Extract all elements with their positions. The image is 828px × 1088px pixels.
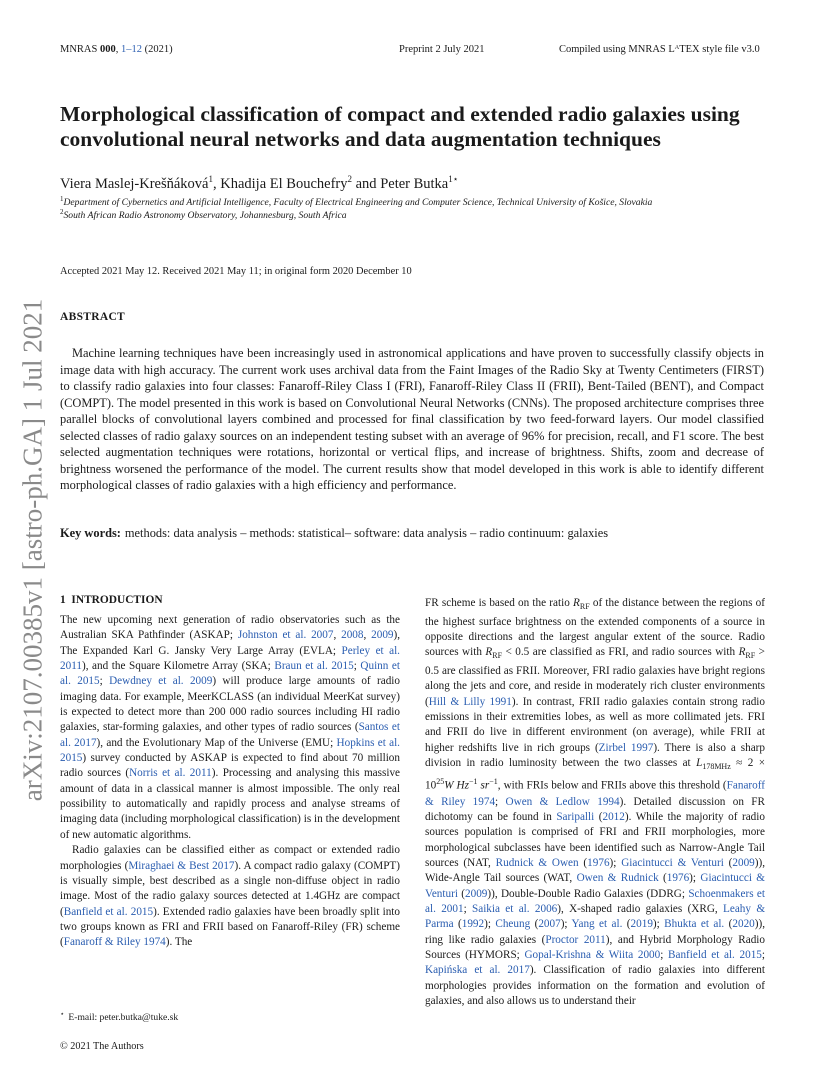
body-text: , [363, 629, 372, 642]
author-separator: , [213, 175, 221, 192]
body-text: ). In contrast, FRII radio galaxies contain strong radio emissions in their extremities lobes, as well as more collimated jets. FRI and FRII do live in different environment (on average), while FRII at higher redshifts live in rich groups ( [425, 695, 765, 754]
body-text: ( [578, 856, 588, 869]
body-text: ); [560, 918, 572, 931]
math-symbol: 25 [436, 777, 445, 787]
keywords [60, 526, 764, 541]
affiliation-text: South African Radio Astronomy Observatory, Johannesburg, South Africa [63, 210, 347, 222]
body-text: ). While the majority of radio sources population is comprised of FRI and FRII morphologies, more morphological subclasses have been identified such as Narrow-Angle Tail sources (NAT, [425, 810, 765, 869]
body-text: The new upcoming next generation of radio observatories such as the Australian SKA Pathfinder (ASKAP; [60, 614, 400, 642]
body-text: ( [622, 918, 631, 931]
citation-link[interactable]: Bhukta et al. [664, 918, 725, 931]
citation-link[interactable]: Owen & Rudnick [576, 872, 659, 885]
journal-year: (2021) [144, 44, 173, 55]
copyright-notice: © 2021 The Authors [60, 1041, 144, 1052]
body-text: )), ring like radio galaxies ( [425, 918, 765, 946]
author-name: Viera Maslej-Krešňáková [60, 175, 209, 192]
author-list [60, 174, 458, 193]
section-title: INTRODUCTION [71, 594, 163, 606]
citation-link[interactable]: Norris et al. 2011 [129, 767, 212, 780]
body-text: ; [353, 660, 361, 673]
citation-link[interactable]: Proctor 2011 [545, 933, 606, 946]
affiliation-number: 1 [60, 195, 64, 203]
body-text: )), Double-Double Radio Galaxies (DDRG; [487, 887, 689, 900]
citation-link[interactable]: Zirbel 1997 [598, 741, 654, 754]
citation-link[interactable]: 2019 [630, 918, 653, 931]
math-symbol: R [485, 646, 493, 659]
affiliation-number: 2 [60, 208, 64, 216]
body-text: ( [453, 918, 462, 931]
math-symbol: 178MHz [702, 762, 731, 772]
right-column [425, 596, 765, 1009]
section-number: 1 [60, 594, 66, 606]
citation-link[interactable]: Johnston et al. 2007 [237, 629, 334, 642]
body-text: ). There is also a sharp division in radio luminosity between the two classes at [425, 741, 765, 769]
body-text: ); [652, 918, 665, 931]
citation-link[interactable]: 2020 [732, 918, 755, 931]
citation-link[interactable]: 2008 [341, 629, 364, 642]
body-text: Radio galaxies can be classified either as compact or extended radio morphologies ( [60, 844, 400, 872]
citation-link[interactable]: Rudnick & Owen [495, 856, 579, 869]
arxiv-stamp [2, 270, 64, 830]
citation-link[interactable]: 2009 [371, 629, 394, 642]
math-symbol: RF [745, 651, 756, 661]
citation-link[interactable]: Giacintucci & Venturi [621, 856, 724, 869]
math-symbol: L [696, 756, 703, 769]
math-symbol: sr [480, 780, 490, 793]
paper-title: Morphological classification of compact and extended radio galaxies using convolutional neural networks and data augmentation techniques [60, 102, 740, 151]
body-text: , with FRIs below and FRIIs above this threshold ( [497, 780, 727, 793]
body-text: < 0.5 are classified as FRI, and radio sources with [502, 646, 739, 659]
body-text: , [333, 629, 342, 642]
body-text: ≈ 2 × 10 [425, 756, 766, 793]
body-text: ), X-shaped radio galaxies (XRG, [557, 902, 724, 915]
citation-link[interactable]: Dewdney et al. 2009 [109, 675, 213, 688]
author-name: Khadija El Bouchefry [220, 175, 348, 192]
citation-link[interactable]: Giacintucci & Venturi [425, 872, 766, 900]
body-text: of the distance between the regions of the highest surface brightness on the extended components of a source in opposite directions and the largest angular extent of the source. Radio sources with [425, 597, 765, 659]
body-text: ) will produce large amounts of radio imaging data. For example, MeerKCLASS (an individual MeerKat survey) is expected to detect more than 200 000 radio sources including HI radio galaxies, star-forming galaxies, and other types of radio sources ( [60, 675, 401, 734]
body-text: > 0.5 are classified as FRII. Moreover, FRI radio galaxies have bright regions along the jets and core, and reside in moderately rich cluster environments ( [425, 646, 765, 708]
citation-link[interactable]: Banfield et al. 2015 [63, 905, 154, 918]
body-text: ( [457, 887, 466, 900]
affiliation-mark: 2 [347, 174, 352, 184]
body-text: ; [495, 795, 506, 808]
body-text: ), and Hybrid Morphology Radio Sources (HYMORS; [425, 933, 765, 961]
affiliation [60, 208, 347, 221]
footnote-mark: ⋆ [60, 1010, 65, 1018]
affiliation-text: Department of Cybernetics and Artificial Intelligence, Faculty of Electrical Engineering and Computer Science, Technical University of Košice, Slovakia [63, 197, 653, 209]
citation-link[interactable]: Kapińska et al. 2017 [425, 964, 530, 977]
abstract-heading: ABSTRACT [60, 311, 126, 323]
body-text: )), Wide-Angle Tail sources (WAT, [425, 856, 765, 885]
citation-link[interactable]: Santos et al. 2017 [60, 721, 401, 749]
math-symbol: W Hz [444, 780, 469, 793]
body-text: ) survey conducted by ASKAP is expected to find about 70 million radio sources ( [60, 752, 400, 780]
arxiv-stamp-text: arXiv:2107.00385v1 [astro-ph.GA] 1 Jul 2021 [17, 298, 48, 802]
citation-link[interactable]: 1976 [666, 872, 690, 885]
body-text: FR scheme is based on the ratio [425, 597, 574, 609]
body-text: ( [724, 918, 733, 931]
abstract-text: Machine learning techniques have been increasingly used in astronomical applications and have proven to successfully classify objects in image data with high accuracy. The current work uses archival data from the Faint Images of the Radio Sky at Twenty Centimeters (FIRST) to classify radio galaxies into four classes: Fanaroff-Riley Class I (FRI), Fanaroff-Riley Class II (FRII), Bent-Tailed (BENT), and Compact (COMPT). The model presented in this work is based on Convolutional Neural Networks (CNNs). The proposed architecture comprises three parallel blocks of convolutional layers combined and processed for final classification by two feed-forward layers. Our model classified selected classes of radio galaxy sources on an independent testing subset with an average of 96% for precision, recall, and F1 score. The best selected augmentation techniques were rotations, horizontal or vertical flips, and increase of brightness. Shifts, zoom and decrease of brightness worsened the performance of the model. The current results show that model developed in this work is able to identify different morphological classes of radio galaxies with a high efficiency and performance. [60, 346, 764, 492]
preprint-date: Preprint 2 July 2021 [399, 44, 485, 55]
body-text: ( [530, 918, 539, 931]
body-text: ). The [165, 936, 193, 949]
left-column [60, 613, 400, 951]
citation-link[interactable]: Miraghaei & Best 2017 [128, 859, 235, 872]
body-text: ( [723, 856, 733, 869]
citation-link[interactable]: 1992 [461, 918, 485, 931]
citation-link[interactable]: Hopkins et al. 2015 [60, 736, 400, 765]
body-text: ( [594, 810, 603, 823]
body-text: ). Detailed discussion on FR dichotomy can be found in [425, 795, 765, 823]
body-text: ; [463, 902, 473, 915]
journal-reference: MNRAS 000, 1–12 (2021) [60, 44, 173, 55]
publication-dates: Accepted 2021 May 12. Received 2021 May 11; in original form 2020 December 10 [60, 266, 412, 277]
citation-link[interactable]: Perley et al. 2011 [60, 644, 400, 673]
body-text: ). Classification of radio galaxies into different morphologies provides information on the formation and evolution of galaxies, and also allows us to understand their [425, 964, 765, 1008]
intro-paragraph [60, 613, 400, 843]
body-text: ), and the Evolutionary Map of the Universe (EMU; [96, 736, 337, 749]
body-text: ), The Expanded Karl G. Jansky Very Large Array (EVLA; [60, 629, 401, 657]
citation-link[interactable]: Fanaroff & Riley 1974 [63, 936, 166, 949]
citation-link[interactable]: 2009 [732, 856, 755, 869]
footnote [60, 1010, 178, 1023]
body-text: ; [761, 949, 765, 961]
citation-link[interactable]: Quinn et al. 2015 [60, 660, 400, 688]
body-text: ); [609, 856, 622, 869]
section-heading [60, 594, 163, 606]
math-symbol: RF [492, 651, 503, 661]
math-symbol: R [573, 597, 580, 609]
page-range-link[interactable]: 1–12 [120, 44, 142, 55]
math-symbol: −1 [489, 777, 498, 787]
citation-link[interactable]: Yang et al. [571, 918, 623, 931]
body-text: ; [660, 949, 669, 961]
citation-link[interactable]: 2012 [602, 810, 625, 823]
keywords-label: Key words: [60, 526, 121, 540]
keywords-text: methods: data analysis – methods: statistical– software: data analysis – radio continuum: galaxies [124, 526, 609, 540]
citation-link[interactable]: Cheung [495, 918, 531, 931]
author-name: Peter Butka [380, 175, 449, 192]
math-symbol: RF [579, 602, 590, 612]
affiliation-mark: 1 [208, 174, 213, 184]
intro-paragraph [60, 843, 400, 950]
citation-link[interactable]: Owen & Ledlow 1994 [505, 795, 620, 808]
citation-link[interactable]: Braun et al. 2015 [274, 660, 354, 673]
citation-link[interactable]: 1976 [587, 856, 610, 869]
footnote-text: E-mail: peter.butka@tuke.sk [68, 1012, 179, 1024]
author-separator: and [352, 175, 381, 192]
math-symbol: −1 [468, 777, 478, 787]
journal-name: MNRAS [60, 44, 98, 55]
affiliation [60, 195, 652, 208]
intro-paragraph-continued [425, 596, 765, 1009]
citation-link[interactable]: Gopal-Krishna & Wiita 2000 [524, 949, 661, 961]
citation-link[interactable]: 2009 [465, 887, 488, 900]
citation-link[interactable]: Schoenmakers et al. 2001 [425, 887, 765, 915]
journal-volume: 000 [99, 44, 116, 55]
citation-link[interactable]: Saikia et al. 2006 [472, 902, 558, 915]
citation-link[interactable]: Banfield et al. 2015 [668, 949, 762, 961]
affiliation-mark: 1⋆ [448, 174, 459, 184]
body-text: ( [658, 872, 667, 885]
compile-note: Compiled using MNRAS LᴬTEX style file v3.0 [559, 44, 760, 55]
citation-link[interactable]: Hill & Lilly 1991 [428, 695, 512, 708]
math-symbol: R [738, 646, 746, 659]
body-text: ). Extended radio galaxies have been broadly split into two groups known as FRI and FRII based on Fanaroff-Riley (FR) scheme ( [60, 905, 401, 949]
citation-link[interactable]: Saripalli [556, 810, 595, 823]
citation-link[interactable]: Fanaroff & Riley 1974 [425, 780, 765, 808]
citation-link[interactable]: Leahy & Parma [425, 902, 766, 931]
body-text: ); [484, 918, 496, 931]
body-text: ). Processing and analysing this massive amount of data in a classical manner is almost impossible. The only real possibility to automatically and rapidly process and analyse streams of imaging data (including morphological classification) is in the development of new automatic algorithms. [60, 767, 401, 841]
body-text: ). A compact radio galaxy (COMPT) is visually simple, best described as a single non-diffuse object in radio image. Most of the radio galaxy sources detected at 1.4GHz are compact ( [60, 859, 400, 918]
citation-link[interactable]: 2007 [538, 918, 561, 931]
body-text: ); [689, 872, 701, 885]
body-text: ), and the Square Kilometre Array (SKA; [81, 660, 275, 673]
body-text: ; [99, 675, 110, 688]
